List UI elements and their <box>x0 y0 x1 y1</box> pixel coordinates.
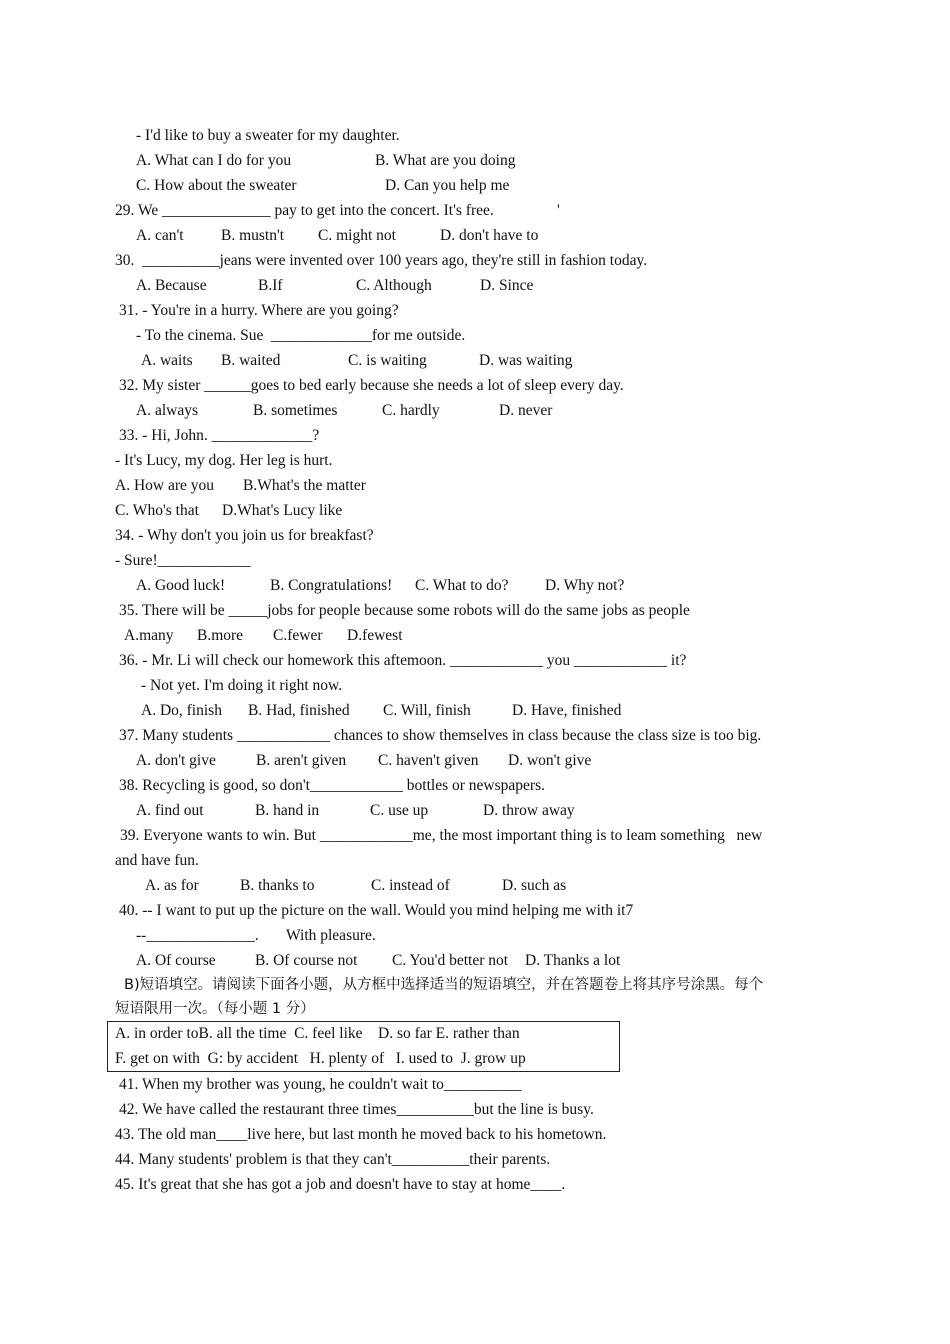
q30-text: 30. __________jeans were invented over 100 years ago, they're still in fashion today. <box>115 252 648 269</box>
q30-option-a: A. Because <box>136 277 207 294</box>
phrase-row-2: F. get on with G: by accident H. plenty of I. used to J. grow up <box>115 1050 526 1067</box>
q29-option-c: C. might not <box>318 227 396 244</box>
q40-reply-end: With pleasure. <box>286 927 376 944</box>
q40-option-a: A. Of course <box>136 952 216 969</box>
q34-text: 34. - Why don't you join us for breakfast? <box>115 527 374 544</box>
q39-option-b: B. thanks to <box>240 877 315 894</box>
q31-reply: - To the cinema. Sue _____________for me outside. <box>136 327 466 344</box>
q45-text: 45. It's great that she has got a job and doesn't have to stay at home____. <box>115 1176 566 1193</box>
q29-option-a: A. can't <box>136 227 184 244</box>
q38-option-b: B. hand in <box>255 802 320 819</box>
q34-reply: - Sure!____________ <box>115 552 251 569</box>
q37-text: 37. Many students ____________ chances to show themselves in class because the class size is too big. <box>119 727 762 744</box>
q32-option-a: A. always <box>136 402 198 419</box>
q31-text: 31. - You're in a hurry. Where are you going? <box>119 302 399 319</box>
q34-option-a: A. Good luck! <box>136 577 226 594</box>
q38-text: 38. Recycling is good, so don't____________ bottles or newspapers. <box>119 777 545 794</box>
q44-text: 44. Many students' problem is that they can't__________their parents. <box>115 1151 551 1168</box>
q29-option-d: D. don't have to <box>440 227 539 244</box>
q29-option-b: B. mustn't <box>221 227 285 244</box>
q35-text: 35. There will be _____jobs for people because some robots will do the same jobs as people <box>119 602 690 619</box>
q31-option-d: D. was waiting <box>479 352 573 369</box>
q39-option-d: D. such as <box>502 877 567 894</box>
q30-option-c: C. Although <box>356 277 432 294</box>
q31-option-c: C. is waiting <box>348 352 427 369</box>
phrase-row-1: A. in order toB. all the time C. feel like D. so far E. rather than <box>115 1025 520 1042</box>
q38-option-c: C. use up <box>370 802 429 819</box>
q37-option-d: D. won't give <box>508 752 592 769</box>
q33-option-c: C. Who's that <box>115 502 199 519</box>
q29-text: 29. We ______________ pay to get into the concert. It's free. <box>115 202 494 219</box>
q39-text: 39. Everyone wants to win. But ____________me, the most important thing is to leam something new <box>120 827 763 844</box>
q31-option-b: B. waited <box>221 352 281 369</box>
q28-option-d: D. Can you help me <box>385 177 510 194</box>
q43-text: 43. The old man____live here, but last month he moved back to his hometown. <box>115 1126 607 1143</box>
q33-option-d: D.What's Lucy like <box>222 502 343 519</box>
q38-option-d: D. throw away <box>483 802 575 819</box>
q35-option-a: A.many <box>124 627 174 644</box>
q31-option-a: A. waits <box>141 352 193 369</box>
q35-option-c: C.fewer <box>273 627 323 644</box>
q28-option-a: A. What can I do for you <box>136 152 292 169</box>
q30-option-d: D. Since <box>480 277 534 294</box>
q37-option-a: A. don't give <box>136 752 216 769</box>
q40-reply: --______________. <box>136 927 259 944</box>
q36-option-d: D. Have, finished <box>512 702 622 719</box>
q36-option-b: B. Had, finished <box>248 702 350 719</box>
q37-option-c: C. haven't given <box>378 752 479 769</box>
section-b-instruction-cont: 短语限用一次。（每小题 1 分） <box>115 1001 315 1017</box>
q29-mark: ' <box>557 202 560 219</box>
q28-option-c: C. How about the sweater <box>136 177 297 194</box>
q38-option-a: A. find out <box>136 802 204 819</box>
q35-option-d: D.fewest <box>347 627 403 644</box>
q40-option-d: D. Thanks a lot <box>525 952 621 969</box>
q39-option-c: C. instead of <box>371 877 450 894</box>
q33-reply: - It's Lucy, my dog. Her leg is hurt. <box>115 452 333 469</box>
q32-text: 32. My sister ______goes to bed early because she needs a lot of sleep every day. <box>119 377 624 394</box>
q32-option-c: C. hardly <box>382 402 440 419</box>
q34-option-b: B. Congratulations! <box>270 577 393 594</box>
q40-text: 40. -- I want to put up the picture on the wall. Would you mind helping me with it7 <box>119 902 634 919</box>
q36-text: 36. - Mr. Li will check our homework this aftemoon. ____________ you ____________ it? <box>119 652 687 669</box>
q35-option-b: B.more <box>197 627 244 644</box>
q28-reply: - I'd like to buy a sweater for my daughter. <box>136 127 400 144</box>
q36-option-a: A. Do, finish <box>141 702 222 719</box>
q34-option-d: D. Why not? <box>545 577 625 594</box>
q39-option-a: A. as for <box>145 877 199 894</box>
q30-option-b: B.If <box>258 277 283 294</box>
q40-option-b: B. Of course not <box>255 952 358 969</box>
q33-option-b: B.What's the matter <box>243 477 366 494</box>
section-b-instruction: B)短语填空。请阅读下面各小题，从方框中选择适当的短语填空，并在答题卷上将其序号涂黑。每个 <box>124 977 764 993</box>
q41-text: 41. When my brother was young, he couldn't wait to__________ <box>119 1076 522 1093</box>
q36-option-c: C. Will, finish <box>383 702 471 719</box>
q33-option-a: A. How are you <box>115 477 215 494</box>
q32-option-d: D. never <box>499 402 553 419</box>
q37-option-b: B. aren't given <box>256 752 347 769</box>
q32-option-b: B. sometimes <box>253 402 338 419</box>
q36-reply: - Not yet. I'm doing it right now. <box>141 677 343 694</box>
q40-option-c: C. You'd better not <box>392 952 509 969</box>
q42-text: 42. We have called the restaurant three times__________but the line is busy. <box>119 1101 594 1118</box>
q39-text-cont: and have fun. <box>115 852 199 869</box>
q28-option-b: B. What are you doing <box>375 152 516 169</box>
q33-text: 33. - Hi, John. _____________? <box>119 427 320 444</box>
q34-option-c: C. What to do? <box>415 577 509 594</box>
